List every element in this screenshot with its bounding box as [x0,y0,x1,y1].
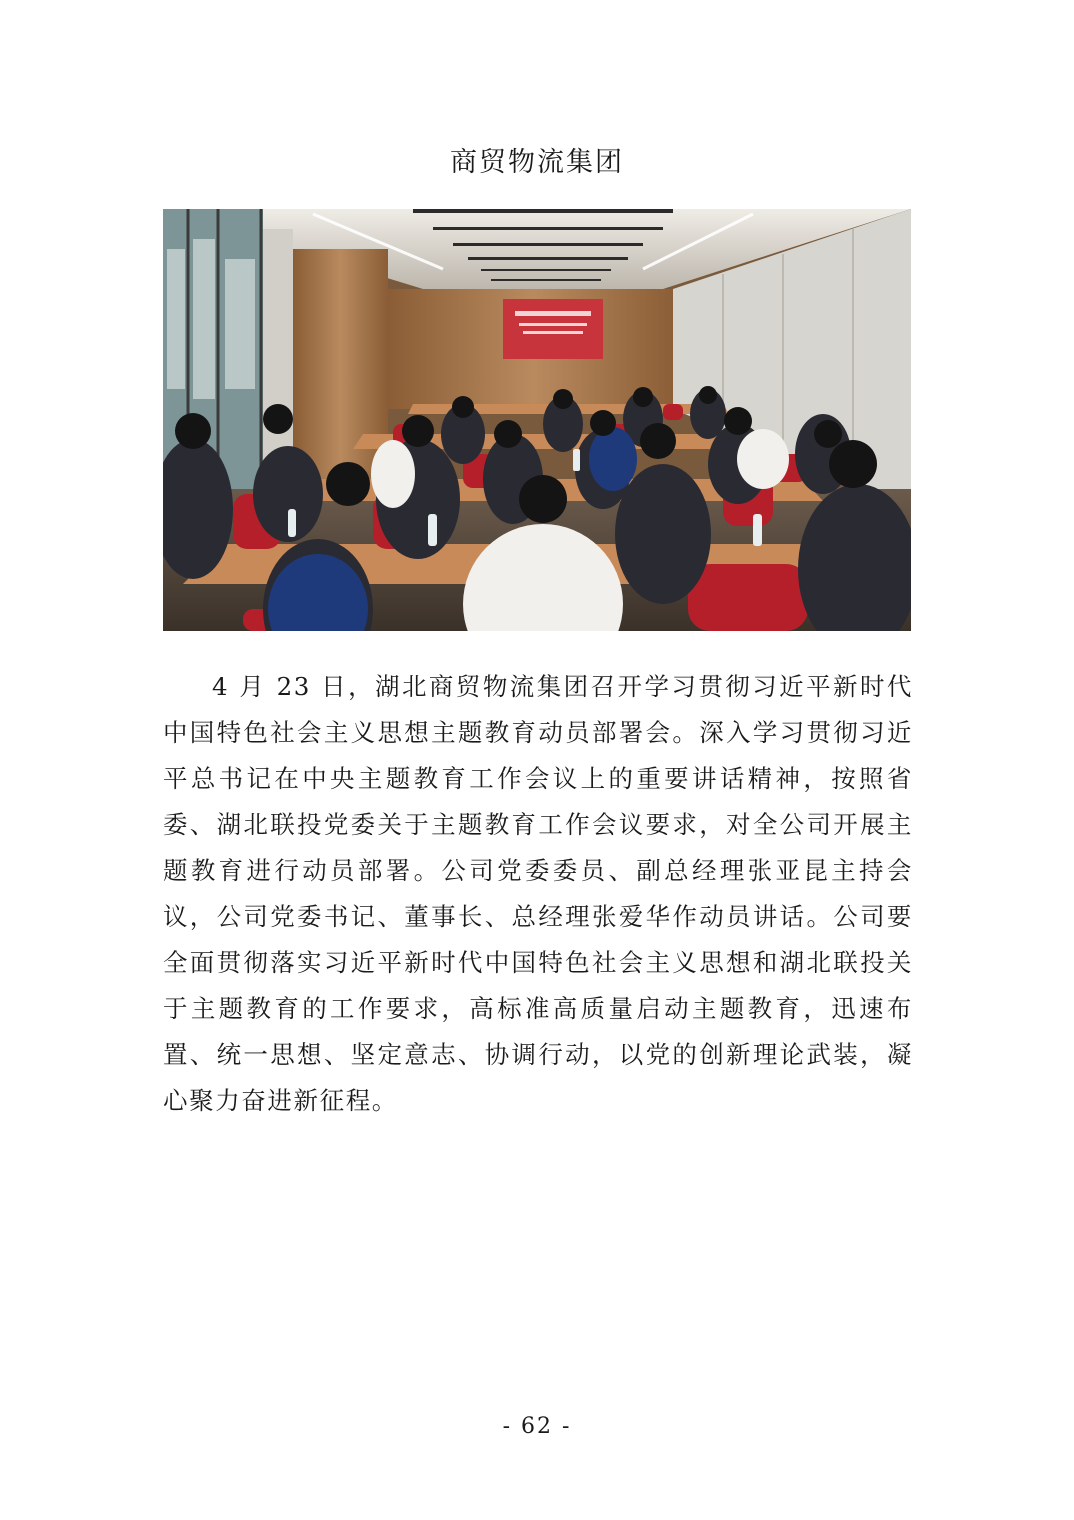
page-title: 商贸物流集团 [450,147,624,178]
meeting-photo [163,209,911,631]
article-body: 4 月 23 日，湖北商贸物流集团召开学习贯彻习近平新时代中国特色社会主义思想主题教育动员部署会。深入学习贯彻习近平总书记在中央主题教育工作会议上的重要讲话精神，按照省委、湖北联投党委关于主题教育工作会议要求，对全公司开展主题教育进行动员部署。公司党委委员、副总经理张亚昆主持会议，公司党委书记、董事长、总经理张爱华作动员讲话。公司要全面贯彻落实习近平新时代中国特色社会主义思想和湖北联投关于主题教育的工作要求，高标准高质量启动主题教育，迅速布置、统一思想、坚定意志、协调行动，以党的创新理论武装，凝心聚力奋进新征程。 [163,672,913,1115]
page-number: - 62 - [502,1414,572,1439]
